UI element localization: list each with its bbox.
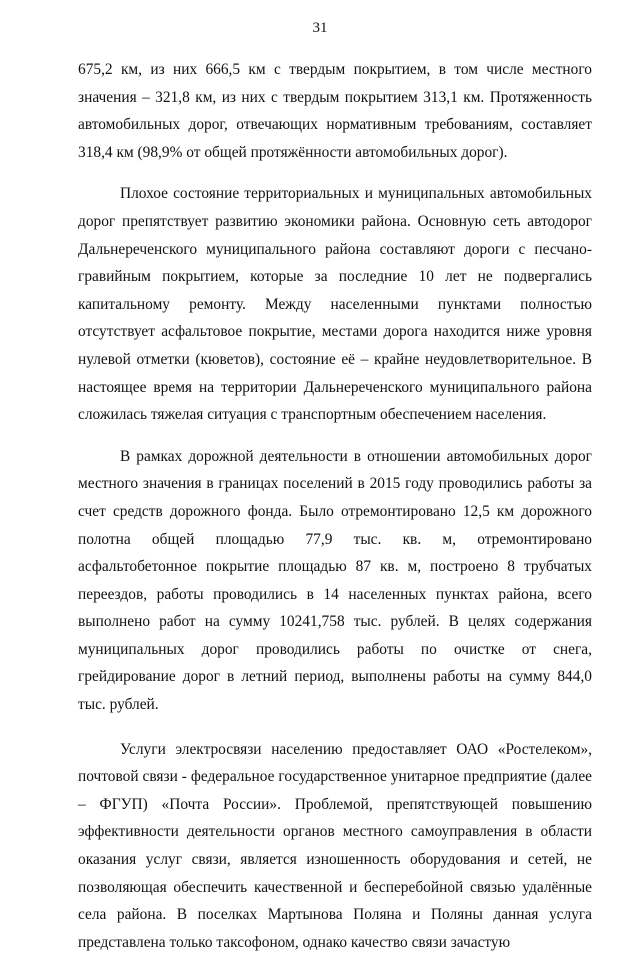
- paragraph-roads-length: 675,2 км, из них 666,5 км с твердым покрытием, в том числе местного значения – 321,8 км, из них с твердым покрытием 313,1 км. Протяженность автомобильных дорог, отвечающих нормативным требованиям, составляет 318,4 км (98,9% от общей протяжённости автомобильных дорог).: [78, 61, 592, 161]
- paragraph-roads-condition: Плохое состояние территориальных и муниципальных автомобильных дорог препятствует развитию экономики района. Основную сеть автодорог Дальнереченского муниципального района составляют дороги с песчано-гравийным покрытием, которые за последние 10 лет не подвергались капитальному ремонту. Между населенными пунктами полностью отсутствует асфальтовое покрытие, местами дорога находится ниже уровня нулевой отметки (кюветов), состояние её – крайне неудовлетворительное. В настоящее время на территории Дальнереченского муниципального района сложилась тяжелая ситуация с транспортным обеспечением населения.: [78, 185, 592, 424]
- page-number: 31: [312, 20, 328, 36]
- paragraph-communication-services: Услуги электросвязи населению предоставляет ОАО «Ростелеком», почтовой связи - федеральное государственное унитарное предприятие (далее – ФГУП) «Почта России». Проблемой, препятствующей повышению эффективности деятельности органов местного самоуправления в области оказания услуг связи, является изношенность оборудования и сетей, не позволяющая обеспечить качественной и бесперебойной связью удалённые села района. В поселках Мартынова Поляна и Поляны данная услуга представлена только таксофоном, однако качество связи зачастую: [78, 740, 592, 951]
- paragraph-road-works: В рамках дорожной деятельности в отношении автомобильных дорог местного значения в границах поселений в 2015 году проводились работы за счет средств дорожного фонда. Было отремонтировано 12,5 км дорожного полотна общей площадью 77,9 тыс. кв. м, отремонтировано асфальтобетонное покрытие площадью 87 кв. м, построено 8 трубчатых переездов, работы проводились в 14 населенных пунктах района, всего выполнено работ на сумму 10241,758 тыс. рублей. В целях содержания муниципальных дорог проводились работы по очистке от снега, грейдирование дорог в летний период, выполнены работы на сумму 844,0 тыс. рублей.: [78, 447, 592, 714]
- document-body: [78, 56, 592, 956]
